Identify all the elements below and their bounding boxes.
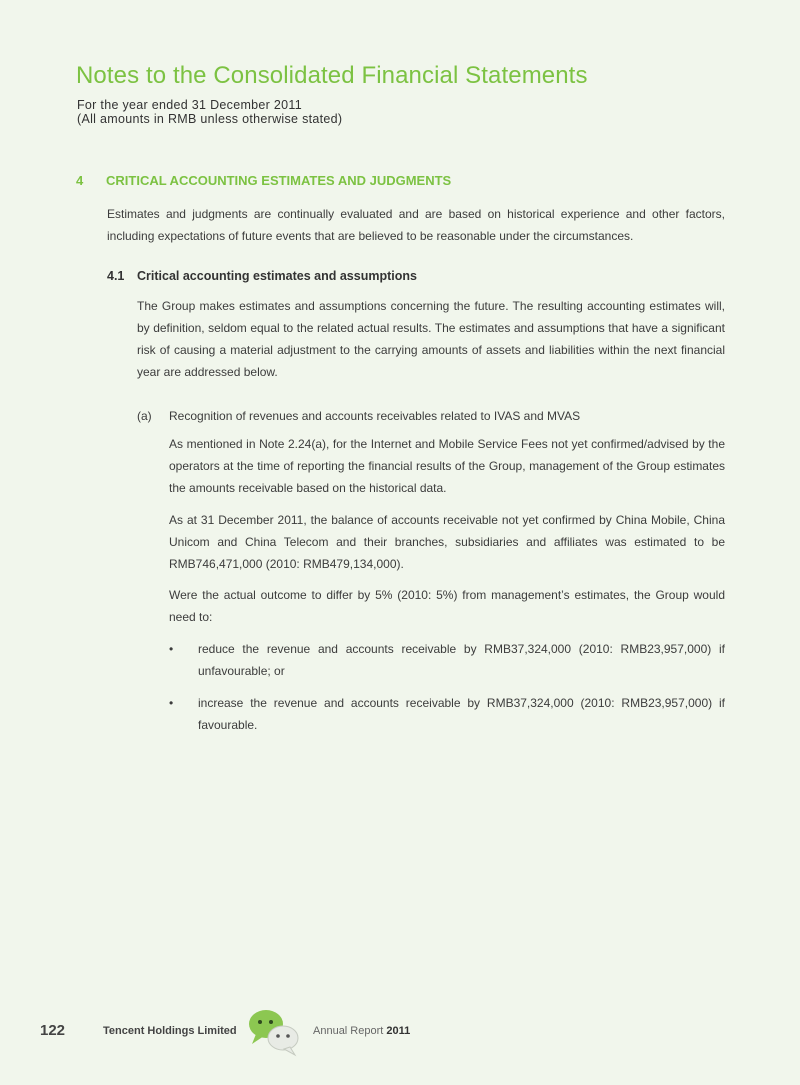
section-number: 4 bbox=[76, 173, 84, 188]
bullet-text: reduce the revenue and accounts receivable by RMB37,324,000 (2010: RMB23,957,000) if unfavourable; or bbox=[198, 642, 725, 678]
subtitle-period: For the year ended 31 December 2011 bbox=[77, 98, 302, 112]
bullet-icon: • bbox=[169, 696, 174, 710]
bullet-text: increase the revenue and accounts receivable by RMB37,324,000 (2010: RMB23,957,000) if favourable. bbox=[198, 696, 725, 732]
bullet-item bbox=[169, 692, 725, 736]
bullet-icon: • bbox=[169, 642, 174, 656]
wechat-logo-icon bbox=[246, 1006, 302, 1063]
subsection-number: 4.1 bbox=[107, 269, 125, 283]
section-intro-paragraph: Estimates and judgments are continually evaluated and are based on historical experience and other factors, including expectations of future events that are believed to be reasonable under the circumstances. bbox=[107, 207, 725, 243]
report-label bbox=[313, 1025, 410, 1037]
section-title: CRITICAL ACCOUNTING ESTIMATES AND JUDGMENTS bbox=[106, 173, 452, 188]
subsection-heading bbox=[107, 269, 417, 283]
subsection-body-paragraph: The Group makes estimates and assumptions concerning the future. The resulting accounting estimates will, by definition, seldom equal to the related actual results. The estimates and assumptions that have a significant risk of causing a material adjustment to the carrying amounts of assets and liabilities within the next financial year are addressed below. bbox=[137, 299, 725, 379]
page-title: Notes to the Consolidated Financial Statements bbox=[76, 62, 588, 89]
subsection-title: Critical accounting estimates and assumptions bbox=[137, 269, 417, 283]
page-footer bbox=[40, 1020, 460, 1060]
item-a-paragraph-2: As at 31 December 2011, the balance of accounts receivable not yet confirmed by China Mobile, China Unicom and China Telecom and their branches, subsidiaries and affiliates was estimated to be RMB746,471,000 (2010: RMB479,134,000). bbox=[169, 513, 725, 571]
report-year: 2011 bbox=[386, 1025, 411, 1037]
bullet-item bbox=[169, 638, 725, 682]
section-heading bbox=[76, 173, 451, 188]
item-a-heading bbox=[137, 405, 580, 427]
page-subtitle bbox=[77, 98, 342, 126]
subtitle-currency-note: (All amounts in RMB unless otherwise stated) bbox=[77, 112, 343, 126]
item-a-paragraph-3: Were the actual outcome to differ by 5% (2010: 5%) from management’s estimates, the Group would need to: bbox=[169, 588, 725, 624]
company-name: Tencent Holdings Limited bbox=[103, 1025, 237, 1037]
report-text: Annual Report bbox=[313, 1025, 384, 1037]
item-a-label: (a) bbox=[137, 409, 152, 423]
item-a-title: Recognition of revenues and accounts receivables related to IVAS and MVAS bbox=[169, 409, 581, 423]
item-a-paragraph-1: As mentioned in Note 2.24(a), for the Internet and Mobile Service Fees not yet confirmed/advised by the operators at the time of reporting the financial results of the Group, management of the Group estimates the amounts receivable based on the historical data. bbox=[169, 437, 725, 495]
page-number: 122 bbox=[40, 1022, 66, 1039]
